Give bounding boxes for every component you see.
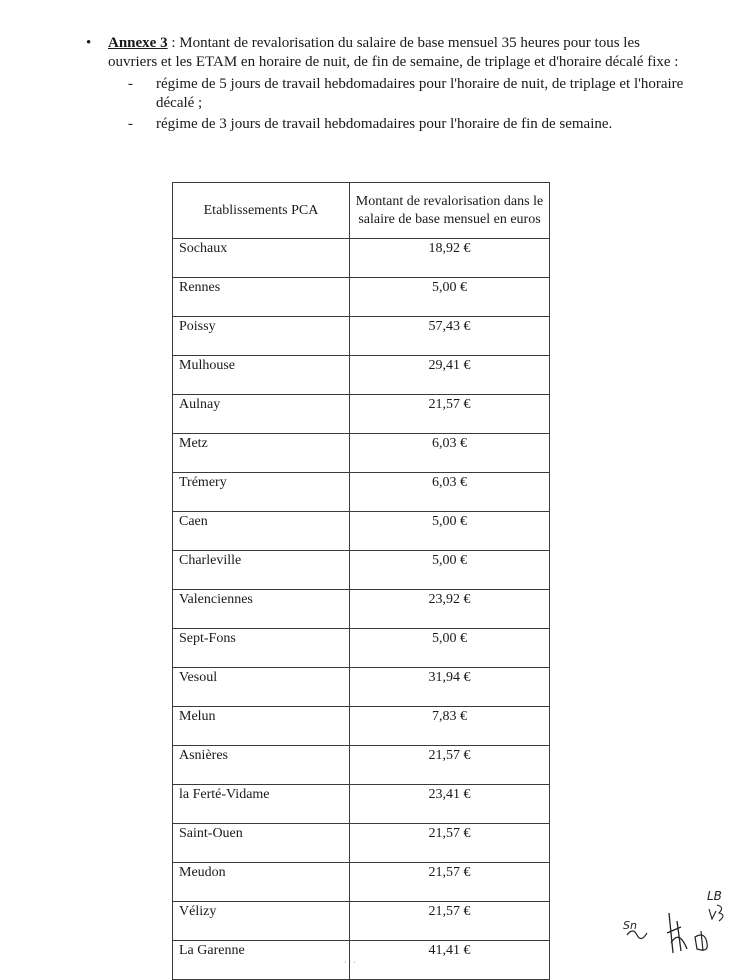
establishment-name: Caen: [173, 512, 350, 551]
table-row: [173, 668, 550, 707]
establishment-name: la Ferté-Vidame: [173, 785, 350, 824]
annexe-paragraph: [86, 34, 686, 136]
annexe-sub-item: [128, 115, 686, 134]
table-row: [173, 902, 550, 941]
amount-value: 31,94 €: [350, 668, 550, 707]
establishment-name: Sochaux: [173, 239, 350, 278]
amount-value: 5,00 €: [350, 512, 550, 551]
establishment-name: Poissy: [173, 317, 350, 356]
amount-value: 6,03 €: [350, 473, 550, 512]
initial-lb: LB: [707, 889, 722, 903]
amount-value: 5,00 €: [350, 278, 550, 317]
establishment-name: Asnières: [173, 746, 350, 785]
table-row: [173, 707, 550, 746]
amount-value: 6,03 €: [350, 434, 550, 473]
header-amount: Montant de revalorisation dans le salaire de base mensuel en euros: [350, 183, 550, 239]
table-row: [173, 551, 550, 590]
table-row: [173, 590, 550, 629]
establishment-name: Sept-Fons: [173, 629, 350, 668]
pca-revalorisation-table: [172, 182, 550, 980]
amount-value: 21,57 €: [350, 902, 550, 941]
table-row: [173, 863, 550, 902]
page-footer-dots: · · ·: [344, 958, 356, 967]
amount-value: 23,92 €: [350, 590, 550, 629]
bullet-icon: •: [86, 35, 92, 51]
table-row: [173, 395, 550, 434]
annexe-bullet: [86, 34, 686, 72]
establishment-name: La Garenne: [173, 941, 350, 980]
table-row: [173, 629, 550, 668]
dash-icon: -: [128, 76, 133, 92]
table-row: [173, 434, 550, 473]
table-row: [173, 512, 550, 551]
amount-value: 21,57 €: [350, 395, 550, 434]
table-row: [173, 473, 550, 512]
table-row: [173, 278, 550, 317]
handwritten-initials: [609, 889, 739, 963]
annexe-separator: :: [167, 35, 180, 51]
amount-value: 21,57 €: [350, 863, 550, 902]
establishment-name: Valenciennes: [173, 590, 350, 629]
establishment-name: Vesoul: [173, 668, 350, 707]
initial-sn: Sn: [623, 919, 637, 932]
table-row: [173, 746, 550, 785]
annexe-intro: Montant de revalorisation du salaire de base mensuel 35 heures pour tous les ouvriers et les ETAM en horaire de nuit, de fin de semaine, de triplage et d'horaire décalé fixe :: [108, 35, 679, 70]
amount-value: 5,00 €: [350, 551, 550, 590]
amount-value: 21,57 €: [350, 824, 550, 863]
annexe-label: Annexe 3: [108, 35, 168, 51]
establishment-name: Charleville: [173, 551, 350, 590]
table-header-row: [173, 183, 550, 239]
table-row: [173, 356, 550, 395]
establishment-name: Metz: [173, 434, 350, 473]
table-row: [173, 785, 550, 824]
amount-value: 29,41 €: [350, 356, 550, 395]
establishment-name: Meudon: [173, 863, 350, 902]
table-body: [173, 239, 550, 980]
table-row: [173, 941, 550, 980]
amount-value: 7,83 €: [350, 707, 550, 746]
establishment-name: Vélizy: [173, 902, 350, 941]
amount-value: 23,41 €: [350, 785, 550, 824]
amount-value: 57,43 €: [350, 317, 550, 356]
header-establishments: Etablissements PCA: [173, 183, 350, 239]
establishment-name: Melun: [173, 707, 350, 746]
dash-icon: -: [128, 116, 133, 132]
establishment-name: Mulhouse: [173, 356, 350, 395]
annexe-sub-item-text: régime de 5 jours de travail hebdomadaires pour l'horaire de nuit, de triplage et l'horaire décalé ;: [156, 76, 684, 111]
establishment-name: Trémery: [173, 473, 350, 512]
amount-value: 41,41 €: [350, 941, 550, 980]
annexe-sub-item-text: régime de 3 jours de travail hebdomadaires pour l'horaire de fin de semaine.: [156, 116, 613, 132]
amount-value: 18,92 €: [350, 239, 550, 278]
annexe-sub-item: [128, 75, 686, 113]
amount-value: 21,57 €: [350, 746, 550, 785]
establishment-name: Rennes: [173, 278, 350, 317]
establishment-name: Saint-Ouen: [173, 824, 350, 863]
amount-value: 5,00 €: [350, 629, 550, 668]
table-row: [173, 824, 550, 863]
table-row: [173, 317, 550, 356]
table-row: [173, 239, 550, 278]
annexe-sub-list: [86, 75, 686, 134]
establishment-name: Aulnay: [173, 395, 350, 434]
